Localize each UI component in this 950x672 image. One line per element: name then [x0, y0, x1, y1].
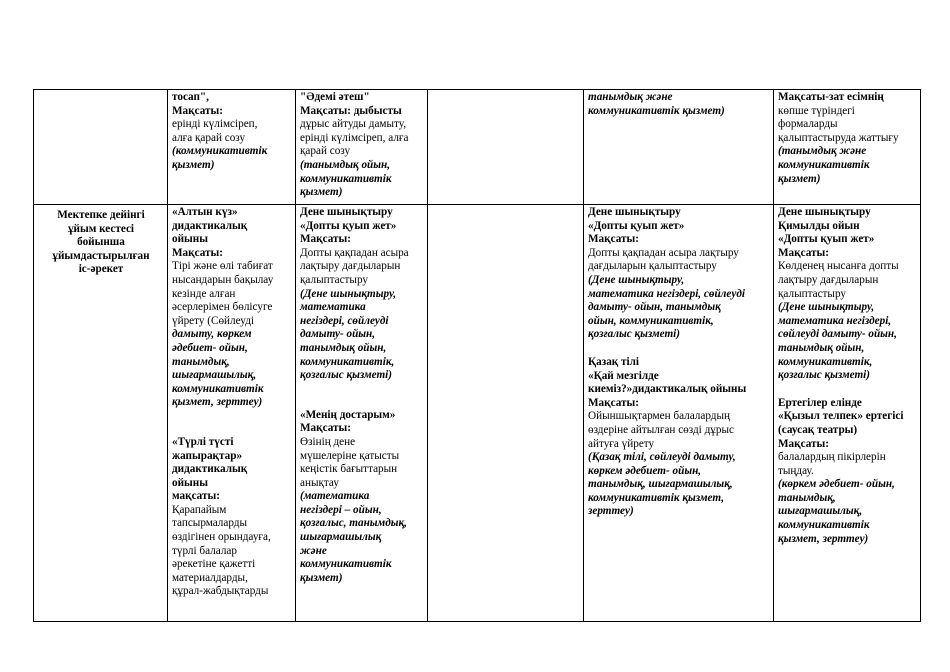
cell: [584, 205, 774, 622]
cell-content: [300, 206, 424, 585]
spacer: [778, 383, 917, 397]
text-line: Мақсаты:: [778, 246, 829, 259]
row-heading-line: ұйымдастырылған: [52, 249, 150, 262]
text-line: танымдық,: [172, 355, 230, 368]
text-line: коммуникативтік: [300, 172, 392, 185]
text-line: (танымдық және: [778, 145, 867, 158]
text-line: Қарапайым: [172, 503, 227, 516]
text-line: негіздері – ойын,: [300, 503, 382, 516]
text-line: коммуникативтік,: [300, 355, 395, 368]
text-line: «Допты қуып жет»: [300, 219, 397, 232]
text-line: негіздері, сөйлеуді: [300, 314, 389, 327]
text-line: және: [300, 544, 327, 557]
text-line: коммуникативтік,: [778, 355, 873, 368]
text-line: қызмет): [300, 186, 343, 199]
text-line: коммуникативтік: [172, 382, 264, 395]
text-line: лақтыру дағдыларын: [778, 273, 879, 286]
text-line: Допты қақпадан асыра лақтыру: [588, 246, 739, 259]
text-line: шығармашылық: [300, 531, 382, 544]
text-line: коммуникативтік қызмет,: [588, 491, 725, 504]
text-line: Мақсаты:: [588, 396, 639, 409]
text-line: ойыны: [172, 476, 208, 489]
text-line: Мақсаты:: [172, 104, 223, 117]
text-line: дұрыс айтуды дамыту,: [300, 118, 407, 131]
text-line: коммуникативтік қызмет): [588, 104, 725, 117]
text-line: Дене шынықтыру: [300, 206, 393, 218]
text-line: «Допты қуып жет»: [588, 219, 685, 232]
cell: [428, 90, 584, 205]
text-line: коммуникативтік: [300, 558, 392, 571]
text-line: қозғалыс қызметі): [778, 369, 871, 382]
text-line: қызмет, зерттеу): [172, 396, 263, 409]
text-line: қалыптастыру: [300, 273, 368, 286]
text-line: «Допты қуып жет»: [778, 233, 875, 246]
text-line: дидактикалық: [172, 219, 248, 232]
text-line: (танымдық ойын,: [300, 158, 391, 171]
text-line: дағдыларын қалыптастыру: [588, 260, 717, 273]
table-row: [34, 90, 921, 205]
text-line: киеміз?»дидактикалық ойыны: [588, 383, 747, 396]
text-line: математика негіздері, сөйлеуді: [588, 287, 745, 300]
text-line: Қимылды ойын: [778, 219, 860, 232]
text-line: ерінді күлімсіреп, алға: [300, 131, 409, 144]
text-line: Мақсаты:: [588, 233, 639, 246]
cell: [168, 90, 296, 205]
text-line: қозғалыс қызметі): [300, 369, 393, 382]
row-heading-line: бойынша: [77, 236, 125, 249]
text-line: Мақсаты:: [172, 246, 223, 259]
row-heading-line: ұйым кестесі: [67, 222, 135, 235]
text-line: құрал-жабдықтарды: [172, 585, 269, 598]
text-line: қызмет): [778, 172, 821, 185]
text-line: алға қарай созу: [172, 131, 246, 144]
text-line: қарай созу: [300, 145, 351, 158]
text-line: Мақсаты: дыбысты: [300, 104, 402, 117]
text-line: ойыны: [172, 233, 208, 246]
row-heading-line: іс-әрекет: [78, 263, 124, 276]
text-line: қозғалыс, танымдық,: [300, 517, 407, 530]
cell-content: [778, 206, 917, 546]
text-line: көркем әдебиет- ойын,: [588, 464, 702, 477]
text-line: "Әдемі әтеш": [300, 91, 370, 103]
text-line: әрекетіне қажетті: [172, 558, 256, 571]
text-line: мақсаты:: [172, 490, 220, 503]
text-line: (көркем әдебиет- ойын,: [778, 478, 895, 491]
text-line: өздеріне айтылған сөзді дұрыс: [588, 423, 734, 436]
cell-content: [588, 91, 770, 118]
text-line: Мақсаты:: [300, 233, 351, 246]
spacer: [172, 410, 292, 436]
text-line: әсерлерімен бөлісуге: [172, 301, 273, 314]
text-line: «Менің достарым»: [300, 408, 396, 421]
spacer: [300, 383, 424, 409]
row-heading-cell: [34, 90, 168, 205]
schedule-table: [33, 89, 921, 622]
cell: [584, 90, 774, 205]
text-line: «Қызыл телпек» ертегісі: [778, 410, 904, 423]
text-line: үйрету (Сөйлеуді: [172, 314, 254, 327]
text-line: ойын, коммуникативтік,: [588, 314, 714, 327]
text-line: формаларды: [778, 118, 838, 131]
text-line: балалардың пікірлерін: [778, 451, 886, 464]
text-line: «Түрлі түсті: [172, 435, 234, 448]
text-line: тыңдау.: [778, 464, 814, 477]
text-line: Допты қақпадан асыра: [300, 246, 409, 259]
text-line: әдебиет- ойын,: [172, 341, 248, 354]
text-line: дамыту, көркем: [172, 328, 252, 341]
text-line: материалдарды,: [172, 571, 248, 584]
text-line: қызмет, зерттеу): [778, 532, 869, 545]
text-line: Дене шынықтыру: [588, 206, 681, 218]
cell: [168, 205, 296, 622]
text-line: сөйлеуді дамыту- ойын,: [778, 328, 897, 341]
text-line: қалыптастыруда жаттығу: [778, 131, 899, 144]
cell-content: [172, 91, 292, 173]
text-line: түрлі балалар: [172, 544, 237, 557]
cell-content: [588, 206, 770, 519]
cell: [774, 90, 921, 205]
text-line: анықтау: [300, 476, 339, 489]
text-line: танымдық ойын,: [778, 341, 865, 354]
text-line: (Дене шынықтыру,: [588, 273, 685, 286]
text-line: нысандарын бақылау: [172, 273, 274, 286]
cell: [428, 205, 584, 622]
row-heading-line: Мектепке дейінгі: [57, 209, 145, 221]
text-line: Мақсаты-зат есімнің: [778, 91, 884, 103]
text-line: Ойыншықтармен балалардың: [588, 410, 730, 423]
text-line: математика: [300, 301, 366, 314]
text-line: «Алтын күз»: [172, 206, 238, 218]
text-line: қалыптастыру: [778, 287, 846, 300]
cell: [774, 205, 921, 622]
text-line: (Дене шынықтыру,: [778, 301, 875, 314]
text-line: көпше түріндегі: [778, 104, 855, 117]
text-line: зерттеу): [588, 505, 634, 518]
text-line: танымдық, шығармашылық,: [588, 478, 733, 491]
text-line: (коммуникативтік: [172, 145, 268, 158]
text-line: танымдық және: [588, 91, 673, 103]
text-line: мүшелеріне қатысты: [300, 449, 400, 462]
text-line: қозғалыс қызметі): [588, 328, 681, 341]
cell-content: [300, 91, 424, 200]
cell: [296, 90, 428, 205]
text-line: Көлденең нысанға допты: [778, 260, 899, 273]
cell-content: [778, 91, 917, 186]
text-line: шығармашылық,: [172, 369, 257, 382]
text-line: коммуникативтік: [778, 519, 870, 532]
text-line: тосап",: [172, 91, 209, 103]
row-heading-cell: [34, 205, 168, 622]
text-line: Мақсаты:: [778, 437, 829, 450]
text-line: «Қай мезгілде: [588, 369, 659, 382]
text-line: танымдық,: [778, 491, 836, 504]
table-row: [34, 205, 921, 622]
cell: [296, 205, 428, 622]
text-line: дидактикалық: [172, 463, 248, 476]
text-line: Ертегілер елінде: [778, 396, 862, 409]
text-line: жапырақтар»: [172, 449, 243, 462]
text-line: Мақсаты:: [300, 422, 351, 435]
spacer: [588, 342, 770, 356]
text-line: (Дене шынықтыру,: [300, 287, 397, 300]
text-line: өздігінен орындауға,: [172, 531, 271, 544]
text-line: (Қазақ тілі, сөйлеуді дамыту,: [588, 451, 736, 464]
text-line: Қазақ тілі: [588, 355, 640, 368]
cell-content: [172, 206, 292, 599]
text-line: Дене шынықтыру: [778, 206, 871, 218]
text-line: қызмет): [172, 158, 215, 171]
text-line: танымдық ойын,: [300, 341, 387, 354]
text-line: математика негіздері,: [778, 314, 892, 327]
text-line: (саусақ театры): [778, 423, 858, 436]
text-line: қызмет): [300, 571, 343, 584]
text-line: айтуға үйрету: [588, 437, 655, 450]
text-line: тапсырмаларды: [172, 517, 248, 530]
text-line: дамыту- ойын,: [300, 328, 376, 341]
text-line: лақтыру дағдыларын: [300, 260, 401, 273]
text-line: Өзінің дене: [300, 435, 356, 448]
text-line: шығармашылық,: [778, 505, 863, 518]
text-line: кеңістік бағыттарын: [300, 463, 398, 476]
text-line: кезінде алған: [172, 287, 236, 300]
text-line: ерінді күлімсіреп,: [172, 118, 258, 131]
text-line: (математика: [300, 490, 370, 503]
text-line: дамыту- ойын, танымдық: [588, 301, 721, 314]
text-line: коммуникативтік: [778, 158, 870, 171]
text-line: Тірі және өлі табиғат: [172, 260, 273, 273]
